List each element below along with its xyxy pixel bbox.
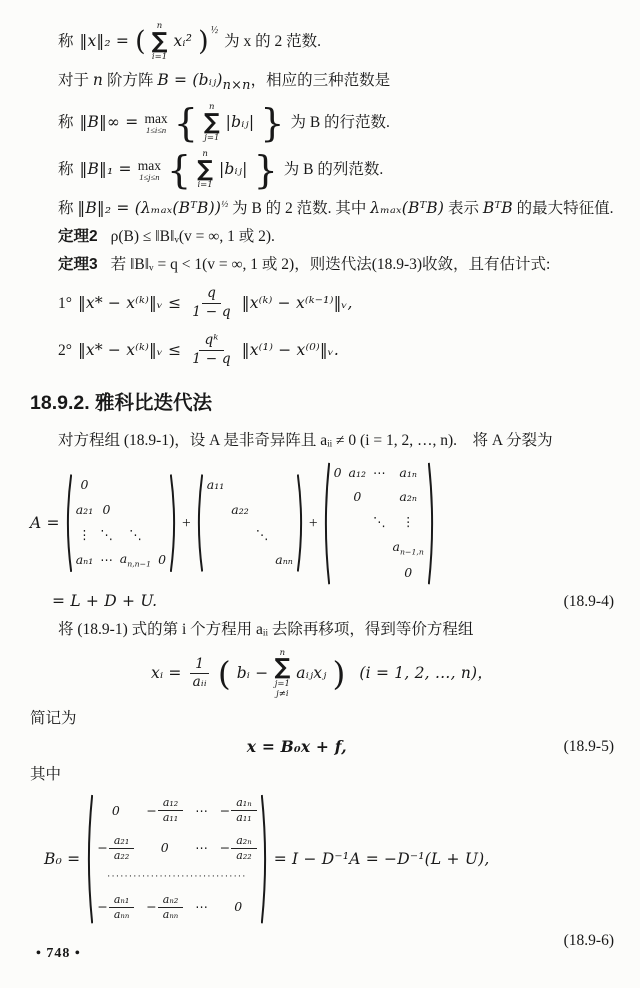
right-brace: } bbox=[260, 100, 285, 145]
sigma-icon: ∑ bbox=[203, 109, 220, 135]
matrix-diagonal-D bbox=[195, 473, 305, 573]
estimate-1-rhs: ‖x⁽ᵏ⁾ − x⁽ᵏ⁻¹⁾‖ᵥ, bbox=[241, 293, 353, 312]
var-n: n bbox=[92, 71, 104, 89]
eq6-rhs: = I − D⁻¹A = −D⁻¹(L + U), bbox=[273, 849, 490, 868]
sum-upper-limit: n bbox=[279, 648, 286, 659]
fraction-numerator: q bbox=[202, 285, 221, 304]
diagonal-dots: ⋱ bbox=[373, 514, 386, 530]
cell-subscript: n,n−1 bbox=[127, 559, 152, 569]
fraction-denominator: a₁₁ bbox=[236, 811, 252, 825]
fraction-numerator: a₂ₙ bbox=[231, 834, 256, 849]
diagonal-dots: ⋱ bbox=[100, 526, 113, 542]
text: 为 B 的 2 范数. 其中 bbox=[228, 200, 371, 218]
diagonal-dots: ⋱ bbox=[255, 527, 269, 543]
exponent-half: ½ bbox=[210, 25, 219, 36]
equation-18-9-6-label-row bbox=[30, 929, 614, 952]
equation-18-9-4-result bbox=[30, 590, 614, 613]
theorem-2 bbox=[30, 224, 614, 249]
matrix-cell: 0 bbox=[102, 501, 111, 517]
summation-operator bbox=[152, 21, 168, 62]
horizontal-dots: ⋯ bbox=[373, 464, 386, 480]
text-2norm-of-x: 为 x 的 2 范数. bbox=[224, 33, 322, 51]
item-number: 1° bbox=[58, 294, 72, 312]
matrix-cell: 0 bbox=[158, 552, 167, 568]
fraction bbox=[231, 796, 256, 826]
theorem-3-label: 定理3 bbox=[58, 256, 98, 274]
minus-sign: − bbox=[97, 899, 108, 915]
max-under-limit: 1≤i≤n bbox=[145, 124, 167, 135]
theorem-2-label: 定理2 bbox=[58, 228, 98, 246]
max-operator bbox=[138, 159, 161, 181]
horizontal-dots: ⋯ bbox=[195, 802, 208, 818]
fraction bbox=[109, 893, 134, 923]
minus-sign: − bbox=[219, 802, 231, 818]
summation-operator bbox=[197, 149, 213, 190]
minus-sign: − bbox=[97, 840, 108, 856]
text-cheng: 称 bbox=[58, 33, 74, 51]
left-paren-icon bbox=[195, 473, 203, 573]
sum-term: xᵢ² bbox=[173, 32, 193, 51]
fraction bbox=[158, 796, 183, 826]
matrix-cell: 0 bbox=[234, 899, 243, 915]
fraction-denominator: aₙₙ bbox=[113, 908, 130, 922]
vertical-dots: ⋮ bbox=[401, 514, 415, 530]
fraction-denominator: 1 − q bbox=[192, 350, 231, 367]
right-paren-icon bbox=[428, 461, 436, 586]
equation-xi bbox=[30, 648, 614, 699]
right-paren-icon bbox=[297, 473, 305, 573]
fraction-qk-over-1mq bbox=[187, 332, 235, 368]
cell-base: a bbox=[392, 538, 400, 554]
right-paren: ) bbox=[332, 653, 346, 693]
minus-sign: − bbox=[219, 840, 231, 856]
sum-upper-limit: n bbox=[202, 149, 208, 160]
text-col-norm-of-B: 为 B 的列范数. bbox=[283, 161, 384, 179]
paragraph-col-norm bbox=[30, 149, 614, 191]
estimate-2 bbox=[30, 329, 614, 371]
max-label: max bbox=[137, 158, 161, 174]
summation-operator bbox=[274, 648, 290, 699]
diagonal-dots: ⋱ bbox=[129, 526, 142, 542]
matrix-cell: 0 bbox=[404, 565, 413, 581]
exponent-half: ½ bbox=[221, 199, 229, 210]
formula-B-entries: B = (bᵢⱼ) bbox=[157, 71, 223, 89]
equation-number-18-9-5: (18.9-5) bbox=[563, 737, 614, 755]
text-cheng: 称 bbox=[58, 200, 78, 218]
equation-18-9-4 bbox=[30, 461, 614, 586]
matrix-cell: a₂₂ bbox=[231, 502, 249, 518]
matrix-cell-fraction bbox=[146, 796, 183, 826]
matrix-cell bbox=[120, 550, 151, 570]
max-under-limit: 1≤j≤n bbox=[139, 171, 160, 182]
horizontal-dots: ⋯ bbox=[195, 899, 208, 915]
matrix-U-grid bbox=[330, 461, 428, 586]
sum-upper-limit: n bbox=[156, 21, 163, 32]
equation-number-18-9-6: (18.9-6) bbox=[563, 932, 614, 950]
eqxi-condition: (i = 1, 2, …, n)， bbox=[359, 664, 493, 683]
matrix-cell: 0 bbox=[333, 464, 342, 480]
right-paren-icon bbox=[261, 793, 269, 925]
sigma-icon: ∑ bbox=[274, 655, 291, 681]
matrix-cell-fraction bbox=[97, 834, 134, 864]
matrix-cell: 0 bbox=[160, 840, 169, 856]
left-paren-icon bbox=[85, 793, 93, 925]
sigma-icon: ∑ bbox=[197, 156, 213, 182]
right-paren: ) bbox=[198, 26, 209, 58]
eq6-lhs: B₀ = bbox=[44, 849, 81, 868]
theorem-3 bbox=[30, 252, 614, 277]
paragraph-row-norm bbox=[30, 102, 614, 144]
matrix-cell-fraction bbox=[97, 893, 134, 923]
estimate-1 bbox=[30, 282, 614, 324]
matrix-cell-fraction bbox=[220, 834, 257, 864]
fraction-numerator: aₙ₂ bbox=[158, 893, 183, 908]
item-number: 2° bbox=[58, 341, 72, 359]
left-paren: ( bbox=[135, 26, 146, 58]
theorem-2-body: ρ(B) ≤ ‖B‖ᵥ(v = ∞, 1 或 2). bbox=[110, 228, 275, 246]
matrix-cell: a₁ₙ bbox=[399, 464, 417, 480]
fraction bbox=[158, 893, 183, 923]
horizontal-dots: ⋯ bbox=[195, 840, 208, 856]
estimate-2-rhs: ‖x⁽¹⁾ − x⁽⁰⁾‖ᵥ. bbox=[241, 340, 339, 359]
fraction-denominator: a₂₂ bbox=[113, 849, 130, 862]
left-paren-icon bbox=[64, 473, 72, 573]
formula-inf-norm-lhs: ‖B‖∞ = bbox=[79, 113, 139, 132]
equation-18-9-6 bbox=[30, 793, 614, 925]
subscript-nxn: n×n bbox=[222, 78, 251, 94]
max-operator bbox=[144, 112, 167, 134]
text-row-norm-of-B: 为 B 的行范数. bbox=[290, 114, 390, 132]
horizontal-dots: ⋯ bbox=[100, 552, 113, 568]
eq4-lhs: A = bbox=[30, 513, 60, 532]
fraction-1-over-aii bbox=[188, 656, 212, 692]
matrix-cell: a₂ₙ bbox=[399, 489, 417, 505]
minus-sign: − bbox=[146, 802, 157, 818]
fraction-denominator: a₁₁ bbox=[162, 811, 179, 825]
page-number: • 748 • bbox=[36, 946, 81, 961]
formula-x2norm-lhs: ‖x‖₂ = bbox=[79, 32, 130, 51]
sum-lower-limits bbox=[275, 679, 290, 699]
sum-term: aᵢⱼxⱼ bbox=[296, 664, 327, 683]
cell-subscript: n−1,n bbox=[399, 547, 424, 557]
fraction bbox=[109, 834, 134, 864]
fraction-numerator: aₙ₁ bbox=[109, 893, 134, 908]
matrix-cell: a₁₂ bbox=[348, 464, 367, 480]
matrix-cell: a₁₁ bbox=[206, 477, 225, 493]
eq5-body: x = B₀x + f, bbox=[246, 736, 347, 756]
fraction-denominator: aₙₙ bbox=[162, 908, 179, 922]
formula-1-norm-lhs: ‖B‖₁ = bbox=[79, 160, 132, 179]
paragraph-matrix-2norm bbox=[30, 196, 614, 221]
sum-lower-limit-1: j=1 bbox=[274, 679, 290, 690]
sum-lower-limit: i=1 bbox=[197, 180, 213, 191]
sum-upper-limit: n bbox=[209, 102, 215, 113]
text-cheng: 称 bbox=[58, 114, 74, 132]
matrix-cell: aₙ₁ bbox=[75, 552, 94, 568]
fraction-q-over-1mq bbox=[187, 285, 235, 321]
fraction-numerator: qᵏ bbox=[199, 332, 223, 351]
matrix-cell-fraction bbox=[220, 796, 257, 826]
left-brace: { bbox=[166, 147, 192, 192]
eq4-result: = L + D + U. bbox=[52, 591, 158, 610]
text-cheng: 称 bbox=[58, 161, 74, 179]
vertical-dots: ⋮ bbox=[78, 526, 91, 542]
plus-operator: + bbox=[308, 514, 318, 532]
minus-sign: − bbox=[146, 899, 157, 915]
text-max-eigenvalue: 的最大特征值. bbox=[512, 200, 614, 218]
plus-operator: + bbox=[182, 514, 191, 532]
formula-lambda-max: λₘₐₓ(BᵀB) bbox=[370, 199, 445, 218]
summation-operator bbox=[204, 102, 220, 143]
dotted-divider: ································ bbox=[107, 872, 247, 883]
text: 阶方阵 bbox=[106, 72, 154, 89]
formula-BtB: BᵀB bbox=[482, 199, 513, 218]
matrix-cell: 0 bbox=[80, 477, 89, 493]
paragraph-square-matrix bbox=[30, 68, 614, 97]
paragraph-jacobi-intro: 对方程组 (18.9-1)，设 A 是非奇异阵且 aᵢᵢ ≠ 0 (i = 1, 2, …, n). 将 A 分裂为 bbox=[58, 431, 553, 449]
sum-term: |bᵢⱼ| bbox=[225, 113, 255, 132]
matrix-B0-grid bbox=[93, 793, 260, 925]
estimate-1-lhs: ‖x* − x⁽ᵏ⁾‖ᵥ ≤ bbox=[77, 293, 182, 312]
paragraph-vector-2norm bbox=[30, 21, 614, 63]
equation-number-18-9-4: (18.9-4) bbox=[563, 592, 614, 610]
sum-lower-limit: i=1 bbox=[151, 52, 168, 63]
section-heading: 18.9.2. 雅科比迭代法 bbox=[30, 392, 213, 415]
sum-lower-limit-2: j≠i bbox=[276, 689, 289, 700]
theorem-3-body: 若 ‖B‖ᵥ = q < 1(v = ∞, 1 或 2)，则迭代法(18.9-3)收敛，且有估计式: bbox=[110, 256, 551, 274]
equation-18-9-5 bbox=[30, 735, 614, 758]
fraction-numerator: a₁₂ bbox=[158, 796, 183, 811]
right-brace: } bbox=[253, 147, 278, 192]
estimate-2-lhs: ‖x* − x⁽ᵏ⁾‖ᵥ ≤ bbox=[77, 340, 182, 359]
matrix-cell: 0 bbox=[353, 489, 362, 505]
fraction-numerator: a₁ₙ bbox=[231, 796, 256, 811]
fraction-numerator: a₂₁ bbox=[109, 834, 134, 849]
matrix-D-grid bbox=[203, 473, 297, 573]
fraction-numerator: 1 bbox=[190, 656, 209, 675]
right-paren-icon bbox=[170, 473, 178, 573]
term-bi: bᵢ − bbox=[236, 664, 269, 683]
matrix-upper-U bbox=[322, 461, 436, 586]
sum-lower-limit: j=1 bbox=[204, 133, 220, 144]
matrix-cell: a₂₁ bbox=[75, 501, 94, 517]
text: 对于 bbox=[58, 72, 90, 89]
matrix-B0 bbox=[85, 793, 268, 925]
formula-2norm-lhs: ‖B‖₂ = (λₘₐₓ(BᵀB)) bbox=[77, 199, 222, 218]
left-paren-icon bbox=[322, 461, 330, 586]
matrix-L-grid bbox=[72, 473, 170, 573]
matrix-cell bbox=[393, 538, 424, 558]
cell-base: a bbox=[119, 551, 128, 567]
fraction bbox=[231, 834, 256, 864]
paragraph-divide-by-aii: 将 (18.9-1) 式的第 i 个方程用 aᵢᵢ 去除再移项，得到等价方程组 bbox=[58, 621, 474, 639]
label-brief: 简记为 bbox=[30, 709, 77, 727]
matrix-lower-L bbox=[64, 473, 178, 573]
fraction-denominator: aᵢᵢ bbox=[192, 674, 207, 691]
eqxi-lhs: xᵢ = bbox=[151, 664, 182, 683]
fraction-denominator: 1 − q bbox=[192, 303, 231, 320]
matrix-cell: aₙₙ bbox=[275, 552, 293, 568]
fraction-denominator: a₂₂ bbox=[236, 849, 252, 862]
max-label: max bbox=[144, 111, 168, 127]
text: 表示 bbox=[444, 200, 483, 218]
matrix-cell-fraction bbox=[146, 893, 183, 923]
left-paren: ( bbox=[217, 653, 231, 693]
sum-term: |bᵢⱼ| bbox=[218, 160, 248, 179]
left-brace: { bbox=[173, 100, 198, 145]
label-where: 其中 bbox=[30, 766, 62, 783]
text: ，相应的三种范数是 bbox=[250, 72, 391, 89]
sigma-icon: ∑ bbox=[151, 28, 168, 54]
matrix-cell: 0 bbox=[111, 802, 120, 818]
